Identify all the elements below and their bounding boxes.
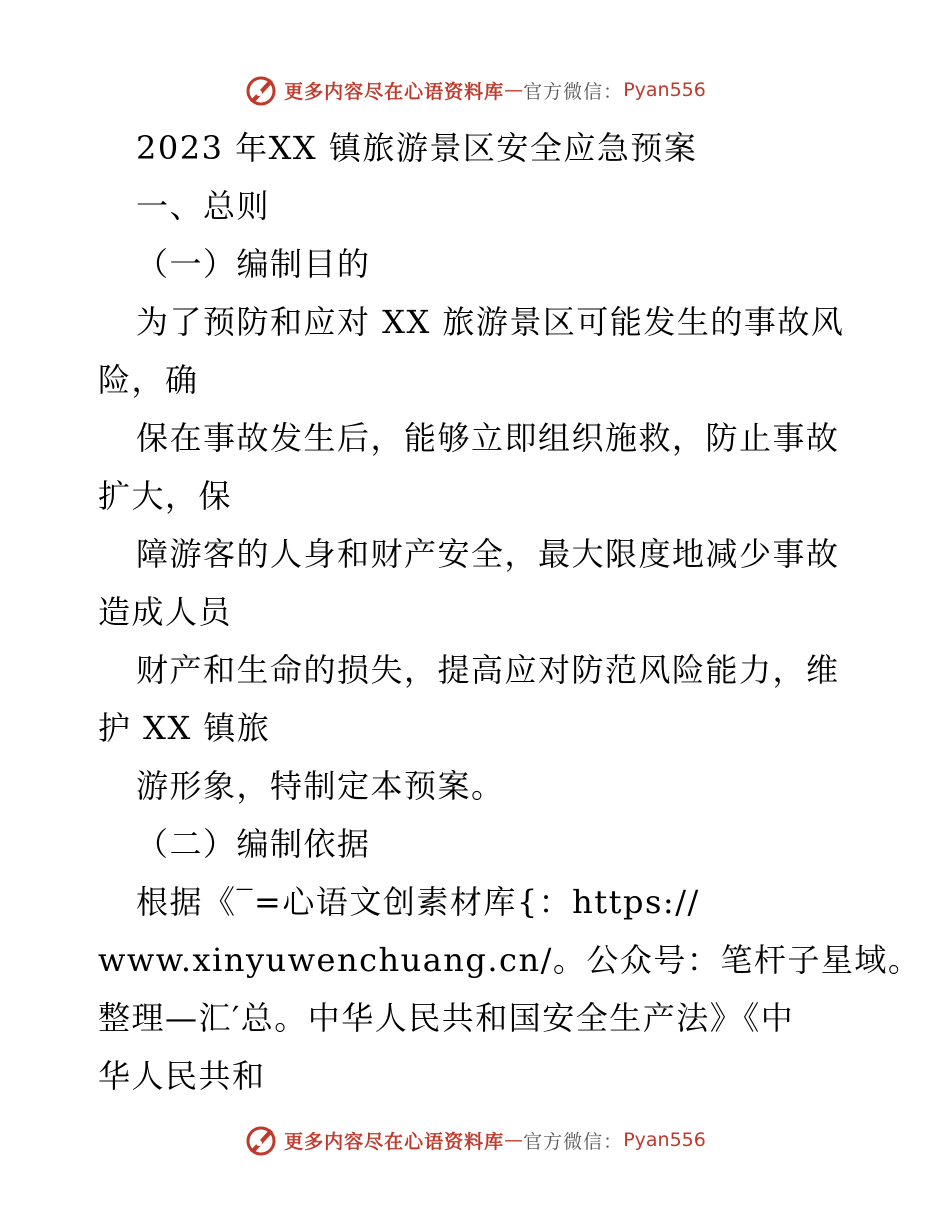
watermark-dash: — xyxy=(504,1129,524,1151)
watermark-brand: 更多内容尽在心语资料库 xyxy=(284,80,505,103)
watermark-banner-top xyxy=(0,70,950,110)
watermark-brand: 更多内容尽在心语资料库 xyxy=(284,1130,505,1153)
text-line: 根据《‾=心语文创素材库{：https:// xyxy=(136,883,700,921)
document-body xyxy=(98,119,922,1105)
text-line: （一）编制目的 xyxy=(136,245,371,283)
text-line: www.xinyuwenchuang.cn/。公众号：笔杆子星域。 xyxy=(98,941,922,979)
text-line: （二）编制依据 xyxy=(136,825,371,863)
watermark-account: Pyan556 xyxy=(623,1129,706,1151)
text-line: 障游客的人身和财产安全，最大限度地减少事故 xyxy=(136,535,840,573)
quill-pen-logo-icon xyxy=(244,1123,278,1157)
document-title: 2023 年XX 镇旅游景区安全应急预案 xyxy=(136,129,698,167)
text-line: 扩大，保 xyxy=(98,477,233,515)
text-line: 一、总则 xyxy=(136,187,271,225)
text-line: 整理—汇′总。中华人民共和国安全生产法》《中 xyxy=(98,999,795,1037)
watermark-label: 官方微信： xyxy=(523,80,624,103)
text-line: 保在事故发生后，能够立即组织施救，防止事故 xyxy=(136,419,840,457)
quill-pen-logo-icon xyxy=(244,73,278,107)
text-line: 华人民共和 xyxy=(98,1057,266,1095)
text-line: 游形象，特制定本预案。 xyxy=(136,767,505,805)
text-line: 为了预防和应对 XX 旅游景区可能发生的事故风 xyxy=(136,303,845,341)
watermark-banner-bottom xyxy=(0,1120,950,1160)
text-line: 险，确 xyxy=(98,361,199,399)
watermark-dash: — xyxy=(504,79,524,101)
watermark-label: 官方微信： xyxy=(523,1130,624,1153)
text-line: 造成人员 xyxy=(98,593,233,631)
text-line: 护 XX 镇旅 xyxy=(98,709,271,747)
watermark-account: Pyan556 xyxy=(623,79,706,101)
text-line: 财产和生命的损失，提高应对防范风险能力，维 xyxy=(136,651,840,689)
